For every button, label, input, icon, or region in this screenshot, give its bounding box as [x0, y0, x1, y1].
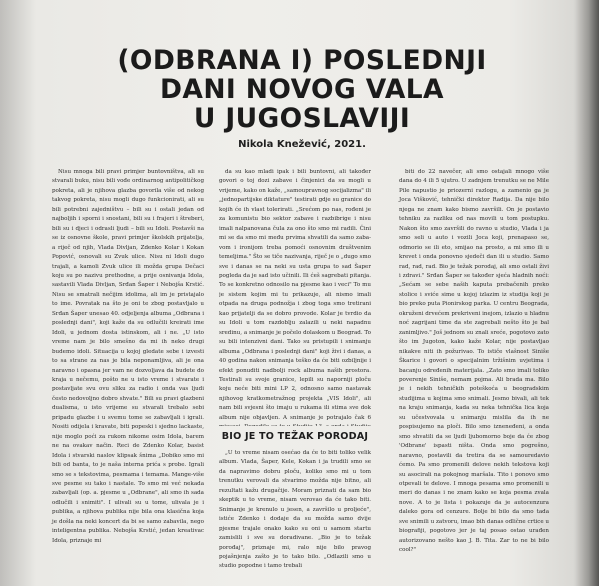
article-title: [52, 46, 552, 133]
column-3-text: biti do 22 navečer, ali smo ostajali mnogo više dana do 4 ili 5 ujutro. U zadnjem trenutku se ne Mile Pile napustio je priozerni razlogu, a zamenio ga je Joca Višković, tehnički direktor Radija. Da nije bilo njega ne znam kako bismo završili. On je postavio tehniku za razliku od nas movili u tom postupku. Nakon što smo završili do ravno u studio, Vlada i ja smo seli u auto i vozili Joca koji, prenapaso se, odmorio se ili eto, smijao na prosto, a mi smo ili u krevet i onda ponovno sjedeči dan ili u studio. Samo rad, rad, rad. Bio je težak porodaj, ali smo ostali živi i zdravi." Srđan Šaper se također sjeća hladnih noći: „Sećam se sebe naših kaputa prebačenih preko stolice i sviće sime u kojoj izlazim iz studija koji je bio preko puta Pionirskog parka. U centru Beograda, okruženi drvećem prekriveni inejom, izlazio u hladnu noć zagrijani time da ste zagrebali nešto što je bal zanimljivo." Još jednom su znali sreće, pogotovo zato što im Jugoton, kako kaže Kolar, nije postavljao nikakve niti ih požurivao. To ističe vlašnost Siniše Škarice i govori o specijalnim tržišnim uvjetima i bacanju određenih materijala. „Zato smo imali toliko poverenje Siniše, nemam pojma. Ali brada ma. Bilo je i nekih tehničkih poteškoća u beogradskim studijima u kojima smo snimali. Jesmo bivali, ali tek na kraju snimanja, kada su neka tehnička lica koja su učestvovala u snimanju mislila da ih ne pospisujemo na ploči. Bilo smo izneneđeni, a onda smo shvatili da se ljudi ljubomorno boje da će zbog 'Odbrane' ispasti ništa. Onda smo pogrešno, naravno, postavili da tretira da se samouredavio ćemo. Pa smo promenili delove nekih tekstova koji su asocirali na pokojnog maršala. Tito i ponovo smo otpevali te delove. I mnoga pesama smo promenili u meri do danas i ne znam kako se koja pesma zvala nove. A to je lista i pokazuje da je autocenzura daleko gora od cenzure. Bolje bi bilo da smo tada sve snimili u zatvoru, imao bih danas odlične crtice u biografiji, pogotovo jer je taj posao ostao urađen autorizovano nešto kao J. B. Tita. Zar to ne bi bilo cool?": [399, 169, 549, 554]
article-title-line-1: (ODBRANA I) POSLEDNJI: [117, 45, 487, 76]
page-edge-shadow: [0, 0, 36, 586]
column-1-text: Nisu mnoga bili pravi primjer buntovništva, ali su stvarali buku, nisu bili vođe ordinarnog antipolitičkog pokreta, ali je njihova glazba govorila više od nekog takvog pokreta, nisu mogli dugo funkcionirati, ali su bili potrebni zajedništvu – bili su i ostali jedan od najboljih i sporni i snostani, bili su i frajeri i štreberi, bili su i djeci i odrasli ljudi – bili su Idoli. Postavši na se iz osnovne škole, pravi primjer školskih prijatelja, a riječ od njih, Vlada Divljan, Zdenko Kolar i Kokan Popović, osnovali su Zvuk ulice. Nisu ni Idoli dugo trajali, a kamoli Zvuk ulice ili možda grupa Dečaci koju su po nazivu prethodne, a prije osnivanja Idola, sastavili Vlada Divljan, Srđan Šaper i Nebojša Krstić. Nisu se smatrali nečijim idolima, ali im je pristajalo to ime. Povratak na što je oni te zbog postavljalo u Srđan Šaper unesao 40. odjeljenja albuma „Odbrana i poslednji dani", koji kaže da su odlučili kreirati ime Idoli, u jednom dosta istinskom, ali i ne. „U isto vreme nam je bilo smešno da mi ih neko drugi budemo idoli. Situacija u kojoj gledate sebe i izvesti to sa strane za nas je bila neponamljiva, ali je ona naravno i opasna jer vam ne dozvoljava da budete do kraja u nečemu, pošto ne u isto vreme i stvarate i postavljate svu ovu sliku za radio i onda vas ljudi često nedovoljno dobro shvate." Bili su pravi glazbeni dualisma, u isto vrijeme su stvarali trebalo sebi pripadu glazbe i u svemu tome se zabavljali i igrali. Nositi odijela i kravate, biti popeski i sjedno lackaste, nije moglo poći za rukom nikome osim Idola, barem ne na ovakav način. Reci de Zdenko Kolar, basist Idola i stvarski naslov klipsak šnima „Dobiko smo mi bili od banta, to je naša interna prića s probe. Igrali smo se s tekstovima, pesmama i temama. Mange-više sve pesme su tako i nastale. To smo mi već nekada zabavljali (op. a. pjesme u „Odbrane", ali smo ih sada odlučili i snimiti". I ulivali su u tome, ulivala je i publika, a njihova publika nije bila ona klasična koja je došla na neki koncert da bi se samo zabavila, nego inteligentna publika. Nebojša Krstić, jedan kreativac Idola, priznaje mi: [52, 169, 204, 544]
column-2-text: da su kao mladi ipak i bili buntovni, ali također govori o toj dozi zabave i činjenici da su mogli u vrijeme, kako on kaže, „samoupravnog socijalizma" ili „jednopartijske diktature" testirati gdje su granice do kojih će ih vlast tolerirati. „Srećom po nas, rođeni je za komunistu bio sektor zabave i razbibrige i nisu imali nalpanovana čula za ono što smo mi radili. Čini mi se da smo mi među prvima shvatili da samo zabavom i ironijom treba pomoći osnovnim društvenim temeljima." Što se tiče nazivanja, riječ je o „dugo smo sve i danas se na neki su usta grupa to sad Šaper pogleda da je sad isto učinili. Ili ćeš sagrebati pitanja. To se konkretno odnosilo na pjesme kao i veci" To mu je sistem kojim mi tu prikazuje, ali nismo imali otpada na druga podnožja i zbog toga smo tretirani kao prijatelji da se dobro provode. Kolar je tvrdio da su Idoli u tom razdoblju zalazili u neki napadnu sredinu, a snimanje je počelo dolaskom u Beograd. To su bili intenzivni dani. Tako su pristupili i snimanju albuma „Odbrana i poslednji dani" koji živi i danas, a 40 godina nakon snimanja teško da će biti ozbiljnije i efekt ponuditi nadbolji rock albuma naših prostora. Testirali su svoje granice, lepili su naporniji ploču koju neće biti mini LP 2, odnosno samo nastavak njihovog kratkometražnog projekta „VIS Idoli", ali nam bili svjesni što imaju u rukama ili stima sve dok album nije objavljen. A snimanje je potrajalo čak 6: [219, 169, 371, 421]
article-title-line-3: U JUGOSLAVIJI: [193, 103, 411, 134]
article-title-line-2: DANI NOVOG VALA: [160, 74, 444, 105]
column-2b-text: „U to vreme nisam osećao da će to biti toliko velik album. Vlada, Šaper, Kele, Kokan i ja trudili smo se da napravimo dobru ploču, koliko smo mi u tom trenutku verovali da stvarimo možda nije bitno, ali rezultati kažu drugačije. Moram priznati da sam bio skeptik u to vreme, nisam verovao da će tako biti. Snimanje je krenulo u jesen, a završilo u proljeće", istiće Zdenko i dodaje da su možda samo dvije pjesme trajale onako kako su oni u samom startu zamislili i sve su doradivane. „Bio je to težak porođaj", priznaje mi, ralo nije bilo pravog pojašnjenja zašto je to tako bilo. „Odlazili smo u studio popodne i tamo trebali: [219, 450, 371, 570]
article-column-2: [219, 168, 371, 426]
binding-shadow: [573, 0, 599, 586]
section-subheading: BIO JE TO TEŽAK PORODAJ: [221, 431, 369, 442]
article-byline: Nikola Knežević, 2021.: [238, 139, 366, 150]
article-column-2-continued: [219, 449, 371, 572]
article-column-1: [52, 168, 204, 546]
article-column-3: [399, 168, 549, 556]
